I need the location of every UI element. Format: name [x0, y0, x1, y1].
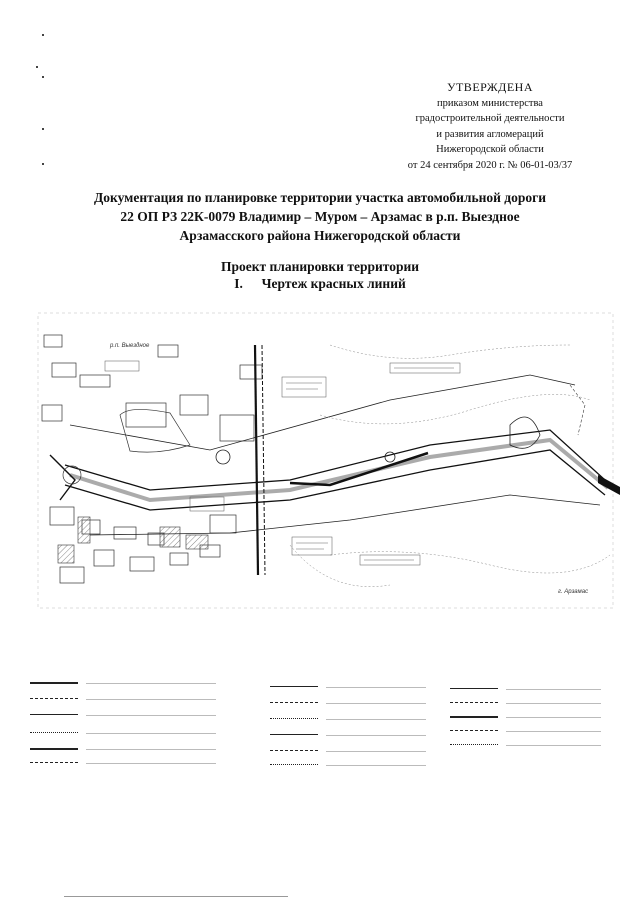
- section-title: [40, 258, 600, 292]
- right-boundary: [570, 385, 585, 435]
- legend-symbol: [270, 734, 318, 737]
- legend-symbol: [450, 688, 498, 691]
- node-circle: [216, 450, 230, 464]
- legend-row: [450, 684, 615, 694]
- legend-text-placeholder: [506, 717, 601, 718]
- legend-symbol: [30, 748, 78, 752]
- legend-symbol: [270, 702, 318, 705]
- legend-row: [450, 726, 615, 736]
- legend-row: [30, 744, 220, 754]
- document-title-line: 22 ОП РЗ 22К-0079 Владимир – Муром – Арзамас в р.п. Выездное: [120, 209, 520, 224]
- legend-text-placeholder: [86, 699, 216, 700]
- scan-speck: [36, 66, 38, 68]
- approval-title: УТВЕРЖДЕНА: [446, 80, 533, 94]
- legend-row: [270, 714, 440, 724]
- legend-symbol: [270, 718, 318, 721]
- contour-lines: [290, 345, 610, 587]
- footnote-rule: [64, 896, 288, 897]
- scan-speck: [42, 128, 44, 130]
- legend-symbol: [450, 702, 498, 705]
- document-title-line: Документация по планировке территории участка автомобильной дороги: [93, 190, 547, 205]
- legend-row: [450, 740, 615, 750]
- legend-text-placeholder: [326, 719, 426, 720]
- legend-symbol: [30, 732, 78, 735]
- approval-line: Нижегородской области: [436, 144, 544, 155]
- legend: [30, 658, 620, 778]
- legend-symbol: [270, 764, 318, 767]
- red-line-north: [70, 375, 575, 450]
- legend-row: [270, 682, 440, 692]
- legend-row: [450, 698, 615, 708]
- building-blocks: [42, 335, 262, 583]
- legend-row: [270, 746, 440, 756]
- road-corridor: [65, 430, 608, 510]
- legend-symbol: [450, 716, 498, 720]
- legend-text-placeholder: [506, 689, 601, 690]
- approval-block: [372, 80, 608, 173]
- red-lines-drawing: [30, 305, 625, 615]
- legend-text-placeholder: [326, 751, 426, 752]
- document-title: [40, 188, 600, 245]
- legend-text-placeholder: [86, 763, 216, 764]
- legend-row: [270, 760, 440, 770]
- scan-speck: [42, 163, 44, 165]
- legend-row: [30, 694, 220, 704]
- section-subheading: [40, 275, 600, 292]
- legend-text-placeholder: [86, 683, 216, 684]
- document-title-line: Арзамасского района Нижегородской области: [179, 228, 461, 243]
- legend-text-placeholder: [86, 715, 216, 716]
- direction-label: г. Арзамас: [558, 589, 589, 595]
- legend-text-placeholder: [86, 749, 216, 750]
- legend-symbol: [450, 730, 498, 733]
- map-svg: [30, 305, 625, 615]
- legend-row: [30, 758, 220, 768]
- approval-line: градостроительной деятельности: [415, 113, 565, 124]
- legend-text-placeholder: [326, 687, 426, 688]
- legend-symbol: [450, 744, 498, 747]
- scan-speck: [42, 76, 44, 78]
- legend-text-placeholder: [506, 703, 601, 704]
- legend-text-placeholder: [506, 731, 601, 732]
- legend-symbol: [270, 750, 318, 753]
- legend-row: [270, 698, 440, 708]
- legend-text-placeholder: [326, 735, 426, 736]
- map-frame: [38, 313, 613, 608]
- place-label: р.п. Выездное: [110, 343, 150, 349]
- legend-row: [30, 710, 220, 720]
- legend-row: [450, 712, 615, 722]
- legend-text-placeholder: [326, 703, 426, 704]
- legend-text-placeholder: [326, 765, 426, 766]
- legend-text-placeholder: [86, 733, 216, 734]
- legend-symbol: [30, 714, 78, 717]
- legend-row: [270, 730, 440, 740]
- lot-outline: [120, 409, 190, 452]
- approval-date: от 24 сентября 2020 г. № 06-01-03/37: [407, 159, 573, 171]
- approval-line: и развития агломераций: [436, 128, 544, 140]
- legend-symbol: [30, 682, 78, 686]
- legend-symbol: [30, 698, 78, 701]
- section-heading: Проект планировки территории: [220, 259, 420, 274]
- legend-symbol: [270, 686, 318, 689]
- section-number: I.: [234, 276, 243, 291]
- legend-row: [30, 678, 220, 688]
- scan-speck: [42, 34, 44, 36]
- legend-row: [30, 728, 220, 738]
- crossing-road: [255, 345, 265, 575]
- legend-text-placeholder: [506, 745, 601, 746]
- left-junction: [50, 455, 75, 500]
- hatched-areas: [58, 517, 208, 563]
- section-subtitle: Чертеж красных линий: [261, 276, 406, 291]
- legend-symbol: [30, 762, 78, 765]
- node-circle: [385, 452, 395, 462]
- approval-line: приказом министерства: [437, 97, 543, 109]
